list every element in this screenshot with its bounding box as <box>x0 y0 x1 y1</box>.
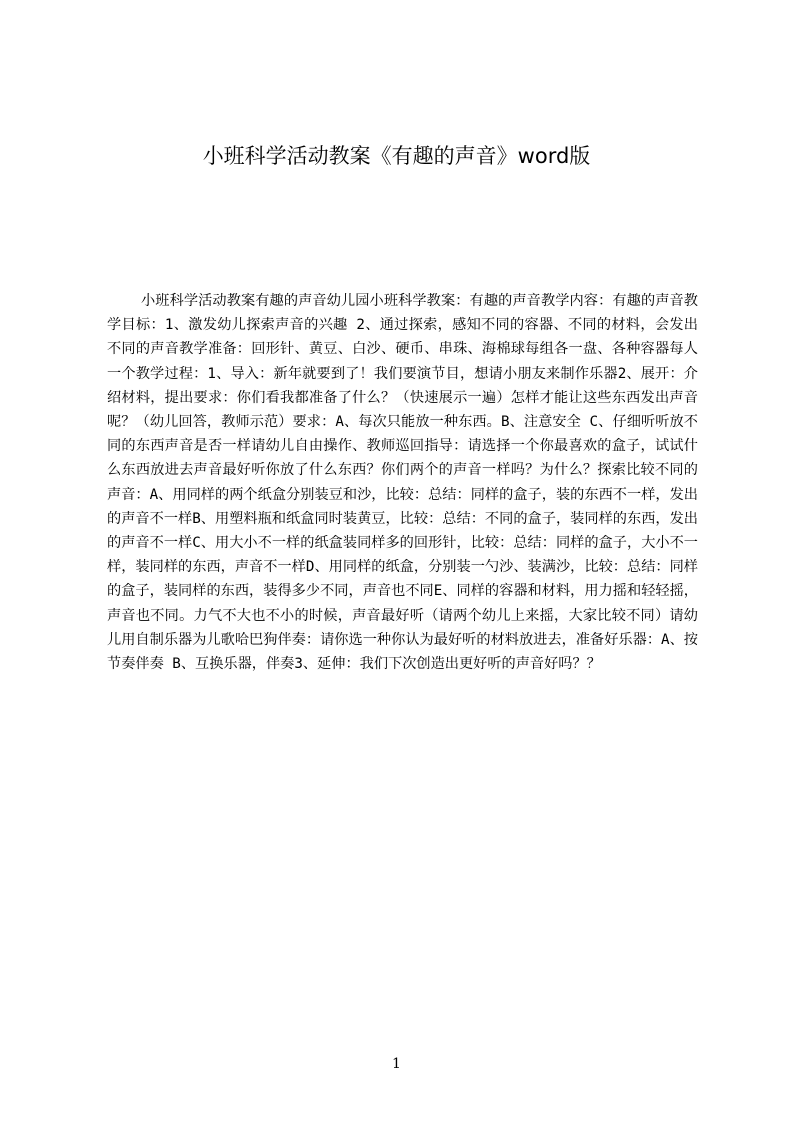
page-number: 1 <box>392 1056 401 1072</box>
document-body-paragraph: 小班科学活动教案有趣的声音幼儿园小班科学教案：有趣的声音教学内容：有趣的声音教学目标：1、激发幼儿探索声音的兴趣 2、通过探索，感知不同的容器、不同的材料，会发出不同的声音教学准备：回形针、黄豆、白沙、硬币、串珠、海棉球每组各一盘、各种容器每人一个教学过程：1、导入：新年就要到了！我们要演节目，想请小朋友来制作乐器2、展开：介绍材料，提出要求：你们看我都准备了什么？（快速展示一遍）怎样才能让这些东西发出声音呢？（幼儿回答，教师示范）要求：A、每次只能放一种东西。B、注意安全 C、仔细听听放不同的东西声音是否一样请幼儿自由操作、教师巡回指导：请选择一个你最喜欢的盒子，试试什么东西放进去声音最好听你放了什么东西？你们两个的声音一样吗？为什么？探索比较不同的声音：A、用同样的两个纸盒分别装豆和沙，比较：总结：同样的盒子，装的东西不一样，发出的声音不一样B、用塑料瓶和纸盒同时装黄豆，比较：总结：不同的盒子，装同样的东西，发出的声音不一样C、用大小不一样的纸盒装同样多的回形针，比较：总结：同样的盒子，大小不一样，装同样的东西，声音不一样D、用同样的纸盒，分别装一勺沙、装满沙，比较：总结：同样的盒子，装同样的东西，装得多少不同，声音也不同E、同样的容器和材料，用力摇和轻轻摇，声音也不同。力气不大也不小的时候，声音最好听（请两个幼儿上来摇，大家比较不同）请幼儿用自制乐器为儿歌哈巴狗伴奏：请你选一种你认为最好听的材料放进去，准备好乐器：A、按节奏伴奏 B、互换乐器，伴奏3、延伸：我们下次创造出更好听的声音好吗？？ <box>107 293 698 673</box>
document-title: 小班科学活动教案《有趣的声音》word版 <box>202 144 591 168</box>
